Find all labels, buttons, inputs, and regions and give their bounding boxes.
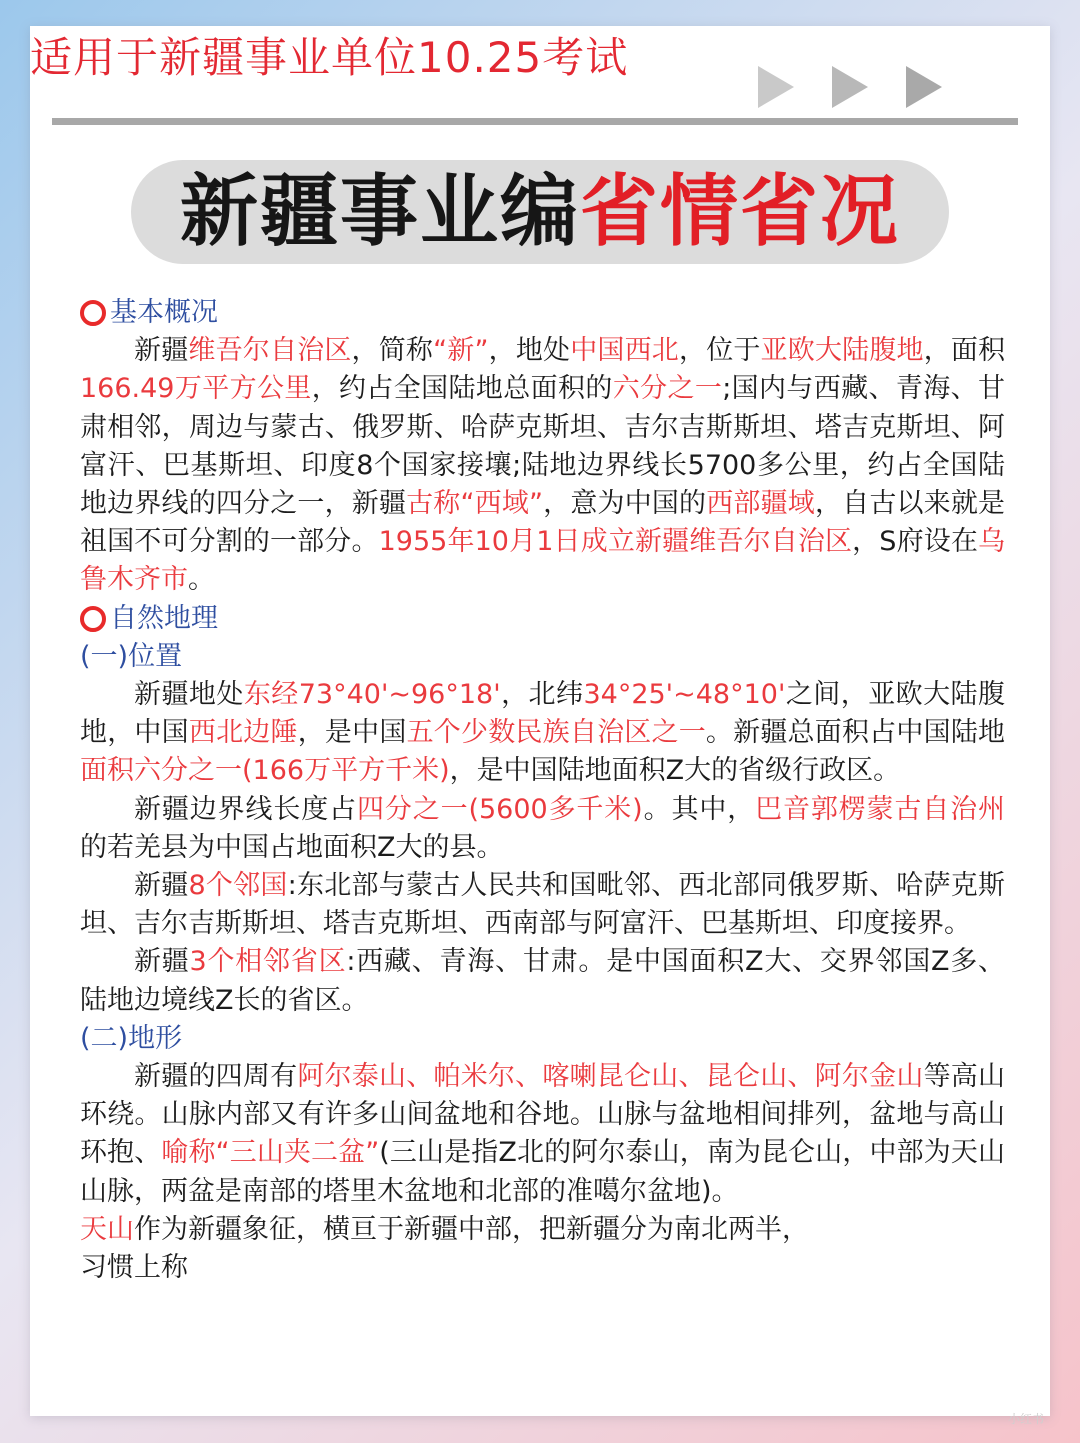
paragraph-location-1: 新疆地处东经73°40'~96°18'，北纬34°25'~48°10'之间，亚欧大陆腹地，中国西北边陲，是中国五个少数民族自治区之一。新疆总面积占中国陆地面积六分之一(166万平方千米)，是中国陆地面积Z大的省级行政区。 xyxy=(80,679,1006,787)
paragraph-basic: 新疆维吾尔自治区，简称“新”，地处中国西北，位于亚欧大陆腹地，面积166.49万平方公里，约占全国陆地总面积的六分之一;国内与西藏、青海、甘肃相邻，周边与蒙古、俄罗斯、哈萨克斯坦、吉尔吉斯斯坦、塔吉克斯坦、阿富汗、巴基斯坦、印度8个国家接壤;陆地边界线长5700多公里，约占全国陆地边界线的四分之一，新疆古称“西域”，意为中国的西部疆域，自古以来就是祖国不可分割的一部分。1955年10月1日成立新疆维吾尔自治区，S府设在乌鲁木齐市。 xyxy=(80,335,1006,596)
subheading-location: (一)位置 xyxy=(80,640,183,672)
play-icon xyxy=(832,66,868,108)
paragraph-location-2: 新疆边界线长度占四分之一(5600多千米)。其中，巴音郭楞蒙古自治州的若羌县为中国占地面积Z大的县。 xyxy=(80,793,1006,863)
paragraph-terrain-1: 新疆的四周有阿尔泰山、帕米尔、喀喇昆仑山、昆仑山、阿尔金山等高山环绕。山脉内部又有许多山间盆地和谷地。山脉与盆地相间排列，盆地与高山环抱、喻称“三山夹二盆”(三山是指Z北的阿尔泰山，南为昆仑山，中部为天山山脉，两盆是南部的塔里木盆地和北部的准噶尔盆地)。 xyxy=(80,1061,1006,1207)
play-icon xyxy=(906,66,942,108)
circle-bullet-icon xyxy=(80,606,106,632)
main-title-red: 省情省况 xyxy=(580,166,901,257)
header-title: 适用于新疆事业单位10.25考试 xyxy=(30,33,629,82)
section-heading-basic: 基本概况 xyxy=(80,294,1005,332)
section-heading-geo: 自然地理 xyxy=(80,600,1005,638)
circle-bullet-icon xyxy=(80,300,106,326)
main-title-black: 新疆事业编 xyxy=(179,166,580,257)
play-icon xyxy=(758,66,794,108)
header-divider xyxy=(52,118,1018,125)
article-body xyxy=(80,294,1005,1287)
paragraph-location-4: 新疆3个相邻省区:西藏、青海、甘肃。是中国面积Z大、交界邻国Z多、陆地边境线Z长的省区。 xyxy=(80,946,1006,1016)
subheading-terrain: (二)地形 xyxy=(80,1022,183,1054)
watermark: 小红书 xyxy=(1008,1412,1045,1426)
paragraph-location-3: 新疆8个邻国:东北部与蒙古人民共和国毗邻、西北部同俄罗斯、哈萨克斯坦、吉尔吉斯斯坦、塔吉克斯坦、西南部与阿富汗、巴基斯坦、印度接界。 xyxy=(80,870,1005,940)
main-title xyxy=(131,160,949,264)
paragraph-terrain-3: 习惯上称 xyxy=(80,1252,188,1284)
paragraph-terrain-2: 天山作为新疆象征，横亘于新疆中部，把新疆分为南北两半， xyxy=(80,1213,809,1245)
